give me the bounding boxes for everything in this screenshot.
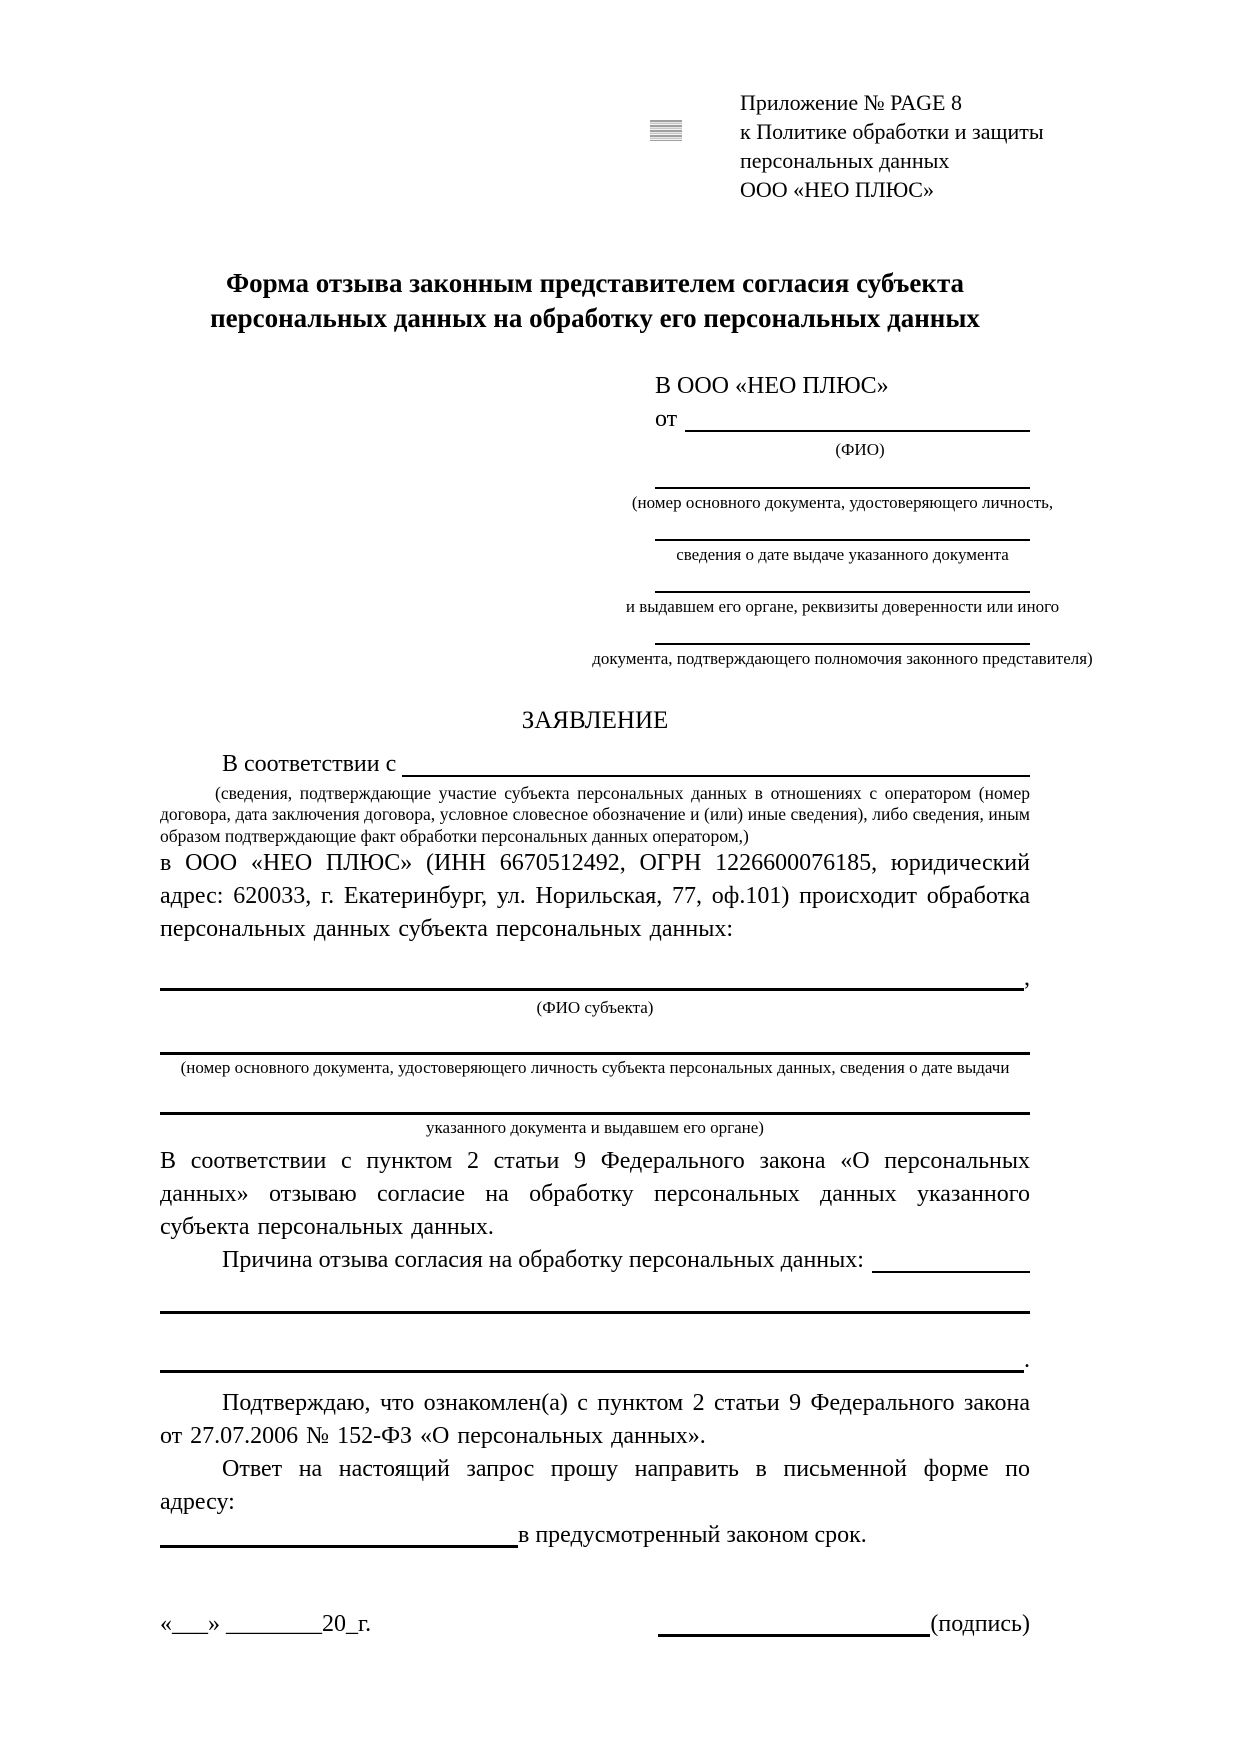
reply-address-blank-line xyxy=(160,1545,518,1548)
basis-footnote: (сведения, подтверждающие участие субъекта персональных данных в отношениях с оператором (номер договора, дата заключения договора, условное словесное обозначение и (или) иные сведения), либо сведения, иным образом подтверждающие факт обработки персональных данных оператором,) xyxy=(160,782,1030,846)
subject-doc-blank-line-1 xyxy=(160,1052,1030,1055)
subject-comma: , xyxy=(1024,964,1030,991)
rep-doc-blank-line xyxy=(655,643,1030,645)
subject-fio-blank-line xyxy=(160,988,1024,991)
form-title-line1: Форма отзыва законным представителем согласия субъекта xyxy=(225,268,965,299)
rep-doc-caption: (номер основного документа, удостоверяющего личность, xyxy=(631,492,1054,512)
from-row xyxy=(655,403,1030,436)
subject-fio-row xyxy=(160,962,1030,995)
org-name: В ООО «НЕО ПЛЮС» xyxy=(655,373,889,400)
appendix-header xyxy=(740,88,1044,204)
subject-doc-blank-line-2 xyxy=(160,1112,1030,1115)
subject-doc-caption-1: (номер основного документа, удостоверяющего личность субъекта персональных данных, сведения о дате выдачи xyxy=(180,1058,1010,1078)
signature-blank-line xyxy=(658,1634,930,1637)
signature-field xyxy=(658,1608,1030,1641)
reply-paragraph-line1: Ответ на настоящий запрос прошу направить в письменной форме по адресу: xyxy=(160,1455,1030,1515)
confirmation-paragraph: Подтверждаю, что ознакомлен(а) с пунктом 2 статьи 9 Федерального закона от 27.07.2006 № 152-ФЗ «О персональных данных». xyxy=(160,1389,1030,1449)
rep-doc-blank-line xyxy=(655,539,1030,541)
footer-row xyxy=(160,1608,1030,1641)
operator-paragraph: в ООО «НЕО ПЛЮС» (ИНН 6670512492, ОГРН 1226600076185, юридический адрес: 620033, г. Екатеринбург, ул. Норильская, 77, оф.101) происходит обработка персональных данных субъекта персональных данных: xyxy=(160,849,1030,942)
appendix-header-line: персональных данных xyxy=(740,148,950,174)
reason-continuation-row xyxy=(160,1344,1030,1377)
reason-period: . xyxy=(1024,1346,1030,1373)
rep-doc-caption: и выдавшем его органе, реквизиты доверенности или иного xyxy=(625,597,1060,617)
addressee-block xyxy=(592,370,1093,669)
rep-doc-blank-line xyxy=(655,591,1030,593)
withdrawal-paragraph: В соответствии с пунктом 2 статьи 9 Федерального закона «О персональных данных» отзываю согласие на обработку персональных данных указанного субъекта персональных данных. xyxy=(160,1147,1030,1240)
reason-continuation-line-2 xyxy=(160,1370,1024,1373)
reason-label: Причина отзыва согласия на обработку персональных данных: xyxy=(222,1246,864,1273)
from-blank-line xyxy=(685,430,1030,432)
subject-fio-caption: (ФИО субъекта) xyxy=(536,997,654,1017)
signature-caption: (подпись) xyxy=(930,1610,1030,1637)
reason-continuation-line-1 xyxy=(160,1311,1030,1314)
form-title xyxy=(160,266,1030,336)
from-label: от xyxy=(655,406,678,433)
fio-caption: (ФИО) xyxy=(835,440,885,460)
reason-row xyxy=(160,1244,1030,1277)
appendix-header-line: Приложение № PAGE 8 xyxy=(740,90,962,115)
rep-doc-caption: документа, подтверждающего полномочия законного представителя) xyxy=(592,649,1093,669)
appendix-header-line: ООО «НЕО ПЛЮС» xyxy=(740,177,934,203)
appendix-header-line: к Политике обработки и защиты xyxy=(740,119,1044,145)
reason-blank-line xyxy=(872,1271,1030,1273)
rep-doc-caption: сведения о дате выдаче указанного документа xyxy=(676,544,1009,564)
date-field: «___» ________20_г. xyxy=(160,1610,372,1637)
basis-blank-line xyxy=(402,775,1030,777)
subject-doc-caption-2: указанного документа и выдавшем его органе) xyxy=(426,1118,764,1138)
reply-address-row xyxy=(160,1519,1030,1552)
rep-doc-blank-line xyxy=(655,487,1030,489)
statement-heading: ЗАЯВЛЕНИЕ xyxy=(521,706,669,734)
reply-suffix: в предусмотренный законом срок. xyxy=(518,1521,867,1548)
statement-opening-row xyxy=(160,748,1030,781)
text-lines-icon xyxy=(650,120,682,141)
form-title-line2: персональных данных на обработку его персональных данных xyxy=(210,303,980,334)
opening-text: В соответствии с xyxy=(222,750,397,777)
